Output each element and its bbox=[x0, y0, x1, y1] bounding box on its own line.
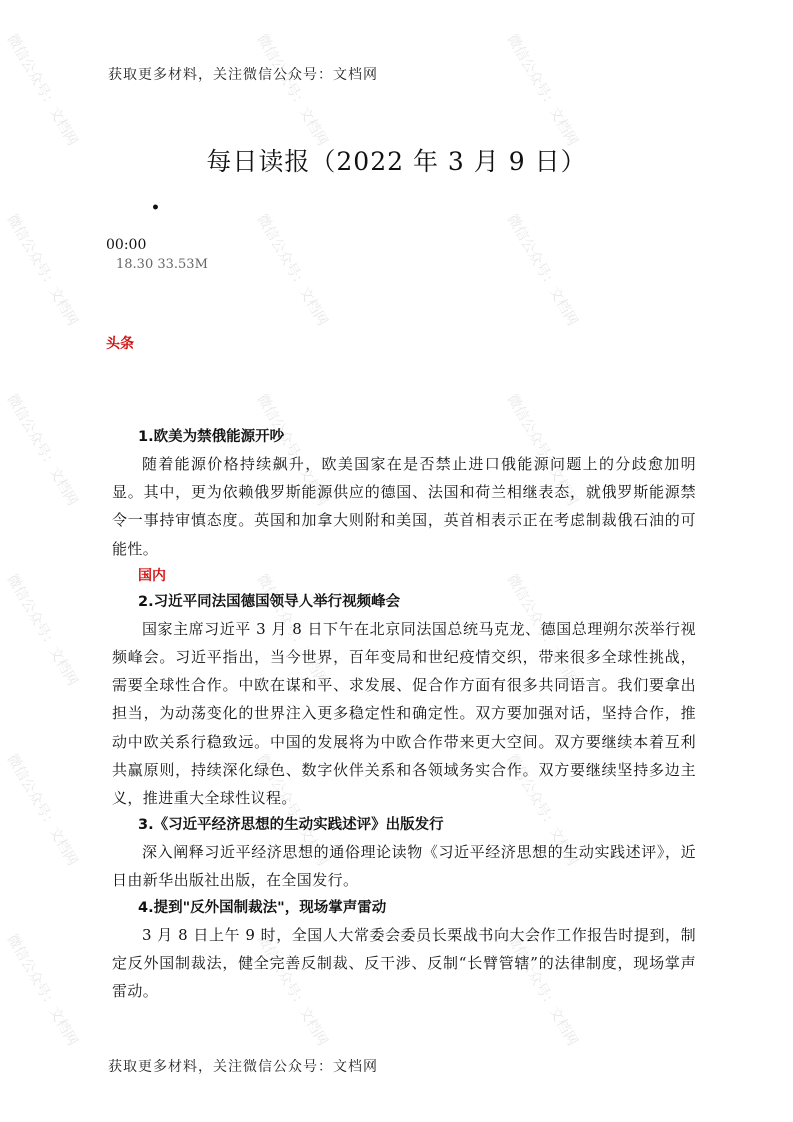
watermark: 微信公众号：文档网 bbox=[3, 211, 81, 329]
article-title: 4.提到"反外国制裁法"，现场掌声雷动 bbox=[138, 899, 387, 916]
watermark: 微信公众号：文档网 bbox=[3, 931, 81, 1049]
article-paragraph: 国家主席习近平 3 月 8 日下午在北京同法国总统马克龙、德国总理朔尔茨举行视频峰会。习近平指出，当今世界，百年变局和世纪疫情交织，带来很多全球性挑战，需要全球性合作。中欧在谋和平、求发展、促合作方面有很多共同语言。我们要拿出担当，为动荡变化的世界注入更多稳定性和确定性。双方要加强对话，坚持合作，推动中欧关系行稳致远。中国的发展将为中欧合作带来更大空间。双方要继续本着互利共赢原则，持续深化绿色、数字伙伴关系和各领域务实合作。双方要继续坚持多边主义，推进重大全球性议程。 bbox=[112, 619, 696, 808]
article-title: 3.《习近平经济思想的生动实践述评》出版发行 bbox=[138, 817, 444, 834]
article-title: 2.习近平同法国德国领导人举行视频峰会 bbox=[138, 593, 401, 610]
watermark: 微信公众号：文档网 bbox=[253, 751, 331, 869]
watermark: 微信公众号：文档网 bbox=[3, 571, 81, 689]
article-paragraph: 深入阐释习近平经济思想的通俗理论读物《习近平经济思想的生动实践述评》，近日由新华出版社出版，在全国发行。 bbox=[112, 843, 696, 890]
section-headline: 头条 bbox=[106, 336, 134, 352]
section-domestic: 国内 bbox=[138, 567, 166, 584]
page-title: 每日读报（2022 年 3 月 9 日） bbox=[206, 147, 587, 176]
media-stats: 18.30 33.53M bbox=[116, 257, 208, 272]
watermark: 微信公众号：文档网 bbox=[503, 31, 581, 149]
watermark: 微信公众号：文档网 bbox=[503, 571, 581, 689]
watermark: 微信公众号：文档网 bbox=[503, 391, 581, 509]
article-body bbox=[112, 424, 696, 1005]
article-title: 1.欧美为禁俄能源开吵 bbox=[138, 429, 285, 445]
article-paragraph: 3 月 8 日上午 9 时，全国人大常委会委员长栗战书向大会作工作报告时提到，制定反外国制裁法，健全完善反制裁、反干涉、反制“长臂管辖”的法律制度，现场掌声雷动。 bbox=[112, 925, 696, 1001]
footer-note: 获取更多材料，关注微信公众号：文档网 bbox=[108, 1059, 378, 1075]
watermark: 微信公众号：文档网 bbox=[253, 931, 331, 1049]
article-paragraph: 随着能源价格持续飙升，欧美国家在是否禁止进口俄能源问题上的分歧愈加明显。其中，更为依赖俄罗斯能源供应的德国、法国和荷兰相继表态，就俄罗斯能源禁令一事持审慎态度。英国和加拿大则附和美国，英首相表示正在考虑制裁俄石油的可能性。 bbox=[112, 455, 696, 558]
watermark: 微信公众号：文档网 bbox=[253, 391, 331, 509]
watermark: 微信公众号：文档网 bbox=[253, 211, 331, 329]
watermark: 微信公众号：文档网 bbox=[503, 751, 581, 869]
watermark: 微信公众号：文档网 bbox=[3, 31, 81, 149]
bullet-dot: • bbox=[151, 200, 160, 216]
media-time: 00:00 bbox=[106, 237, 147, 253]
watermark: 微信公众号：文档网 bbox=[503, 931, 581, 1049]
watermark: 微信公众号：文档网 bbox=[3, 391, 81, 509]
watermark: 微信公众号：文档网 bbox=[253, 31, 331, 149]
header-note: 获取更多材料，关注微信公众号：文档网 bbox=[108, 67, 378, 83]
watermark: 微信公众号：文档网 bbox=[253, 571, 331, 689]
watermark: 微信公众号：文档网 bbox=[3, 751, 81, 869]
watermark: 微信公众号：文档网 bbox=[503, 211, 581, 329]
